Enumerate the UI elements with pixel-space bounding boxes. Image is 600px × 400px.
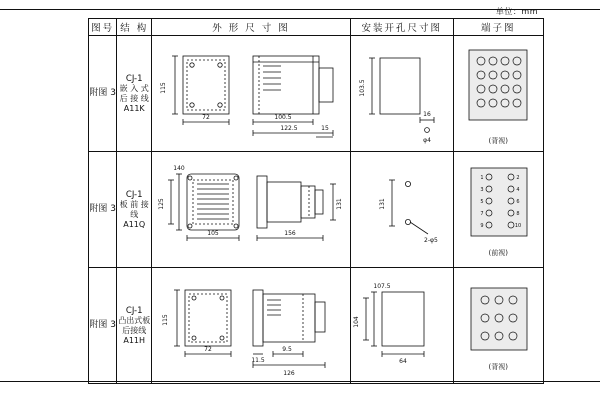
header-outline-dimensions: 外 形 尺 寸 图: [152, 19, 351, 36]
row3-structure-text: 凸出式板后接线: [118, 315, 151, 335]
row2-dim-131: 131: [336, 197, 343, 210]
row1-dim-122-5: 122.5: [280, 124, 298, 132]
row3-dim-115: 115: [162, 313, 169, 326]
row2-structure: [117, 152, 152, 268]
row1-outline-svg: [153, 38, 349, 150]
row3-hole-drawing: [350, 268, 453, 384]
row1-terminal-svg: [455, 42, 541, 134]
row1-outline-drawing: [152, 36, 351, 152]
row1-structure-text: 嵌 入 式 后 接 线: [119, 83, 149, 103]
row3-terminal-caption: (背视): [488, 362, 509, 371]
row3-figure-number: [89, 268, 117, 384]
row1-figure-number-text: 附图 3: [89, 88, 116, 98]
row1-dim-115: 115: [160, 81, 167, 94]
row2-structure-code: CJ-1: [125, 189, 143, 200]
row1-dim-100-5: 100.5: [274, 113, 292, 121]
row3-dim-11-5: 11.5: [251, 356, 265, 364]
row2-term-label-4: 4: [516, 186, 520, 193]
row2-hole-dim-131: 131: [378, 197, 386, 210]
row2-figure-number-text: 附图 3: [89, 204, 116, 214]
row3-terminal-diagram: [453, 268, 543, 384]
row2-term-label-1: 1: [480, 174, 484, 181]
row2-term-label-7: 7: [480, 210, 484, 217]
row3-hole-dim-107-5: 107.5: [373, 282, 391, 290]
row2-term-label-5: 5: [480, 198, 484, 205]
row3-terminal-svg: [455, 280, 541, 360]
row2-terminal-caption: (前视): [488, 248, 509, 257]
row2-hole-drawing: [350, 152, 453, 268]
row2-terminal-diagram: [453, 152, 543, 268]
row3-hole-svg: [352, 270, 452, 382]
row1-structure-model: A11K: [123, 103, 145, 113]
row1-terminal-caption: (背视): [488, 136, 509, 145]
row3-structure-code: CJ-1: [125, 305, 143, 316]
row2-dim-156: 156: [284, 229, 296, 237]
row3-dim-72: 72: [204, 345, 212, 353]
row1-hole-dim-103-5: 103.5: [358, 78, 366, 97]
row1-hole-dim-phi4: φ4: [422, 136, 431, 144]
row2-dim-105: 105: [207, 229, 219, 237]
row3-outline-svg: [153, 270, 349, 382]
row2-dim-125: 125: [158, 197, 165, 210]
row2-term-label-3: 3: [480, 186, 484, 193]
row2-structure-model: A11Q: [123, 219, 146, 229]
specification-table: [88, 18, 544, 384]
row2-terminal-svg: [455, 162, 541, 246]
header-mounting-hole: 安装开孔尺寸图: [350, 19, 453, 36]
row2-hole-svg: [352, 154, 452, 266]
table-row: [89, 36, 544, 152]
row2-term-label-2: 2: [516, 174, 520, 181]
table-row: [89, 268, 544, 384]
unit-label: 单位：mm: [495, 7, 538, 16]
row3-hole-dim-104: 104: [352, 315, 360, 328]
row3-hole-dim-64: 64: [398, 357, 407, 365]
header-structure: 结 构: [117, 19, 152, 36]
row3-dim-9-5: 9.5: [282, 345, 292, 353]
header-figure-number: 图号: [89, 19, 117, 36]
row2-structure-text: 板 前 接 线: [119, 199, 149, 219]
row2-term-label-10: 10: [515, 222, 522, 229]
row1-terminal-diagram: [453, 36, 543, 152]
table-header-row: [89, 19, 544, 36]
row2-term-label-8: 8: [516, 210, 520, 217]
row1-structure-code: CJ-1: [125, 73, 143, 84]
row2-term-label-6: 6: [516, 198, 520, 205]
row3-structure: [117, 268, 152, 384]
row1-structure: [117, 36, 152, 152]
row3-structure-model: A11H: [123, 335, 146, 345]
row2-figure-number: [89, 152, 117, 268]
row3-outline-drawing: [152, 268, 351, 384]
row2-outline-drawing: [152, 152, 351, 268]
row1-figure-number: [89, 36, 117, 152]
row1-hole-drawing: [350, 36, 453, 152]
row1-hole-svg: [352, 38, 452, 150]
row2-hole-dim-2phi5: 2-φ5: [423, 236, 438, 244]
row2-term-label-9: 9: [480, 222, 484, 229]
row3-figure-number-text: 附图 3: [89, 320, 116, 330]
row2-dim-140: 140: [173, 164, 185, 172]
header-terminal: 端子图: [453, 19, 543, 36]
row3-dim-126: 126: [283, 369, 295, 377]
table-row: [89, 152, 544, 268]
row1-dim-15: 15: [321, 124, 329, 132]
row1-hole-dim-16: 16: [422, 110, 431, 118]
row2-outline-svg: [153, 154, 349, 266]
row1-dim-72: 72: [202, 113, 210, 121]
